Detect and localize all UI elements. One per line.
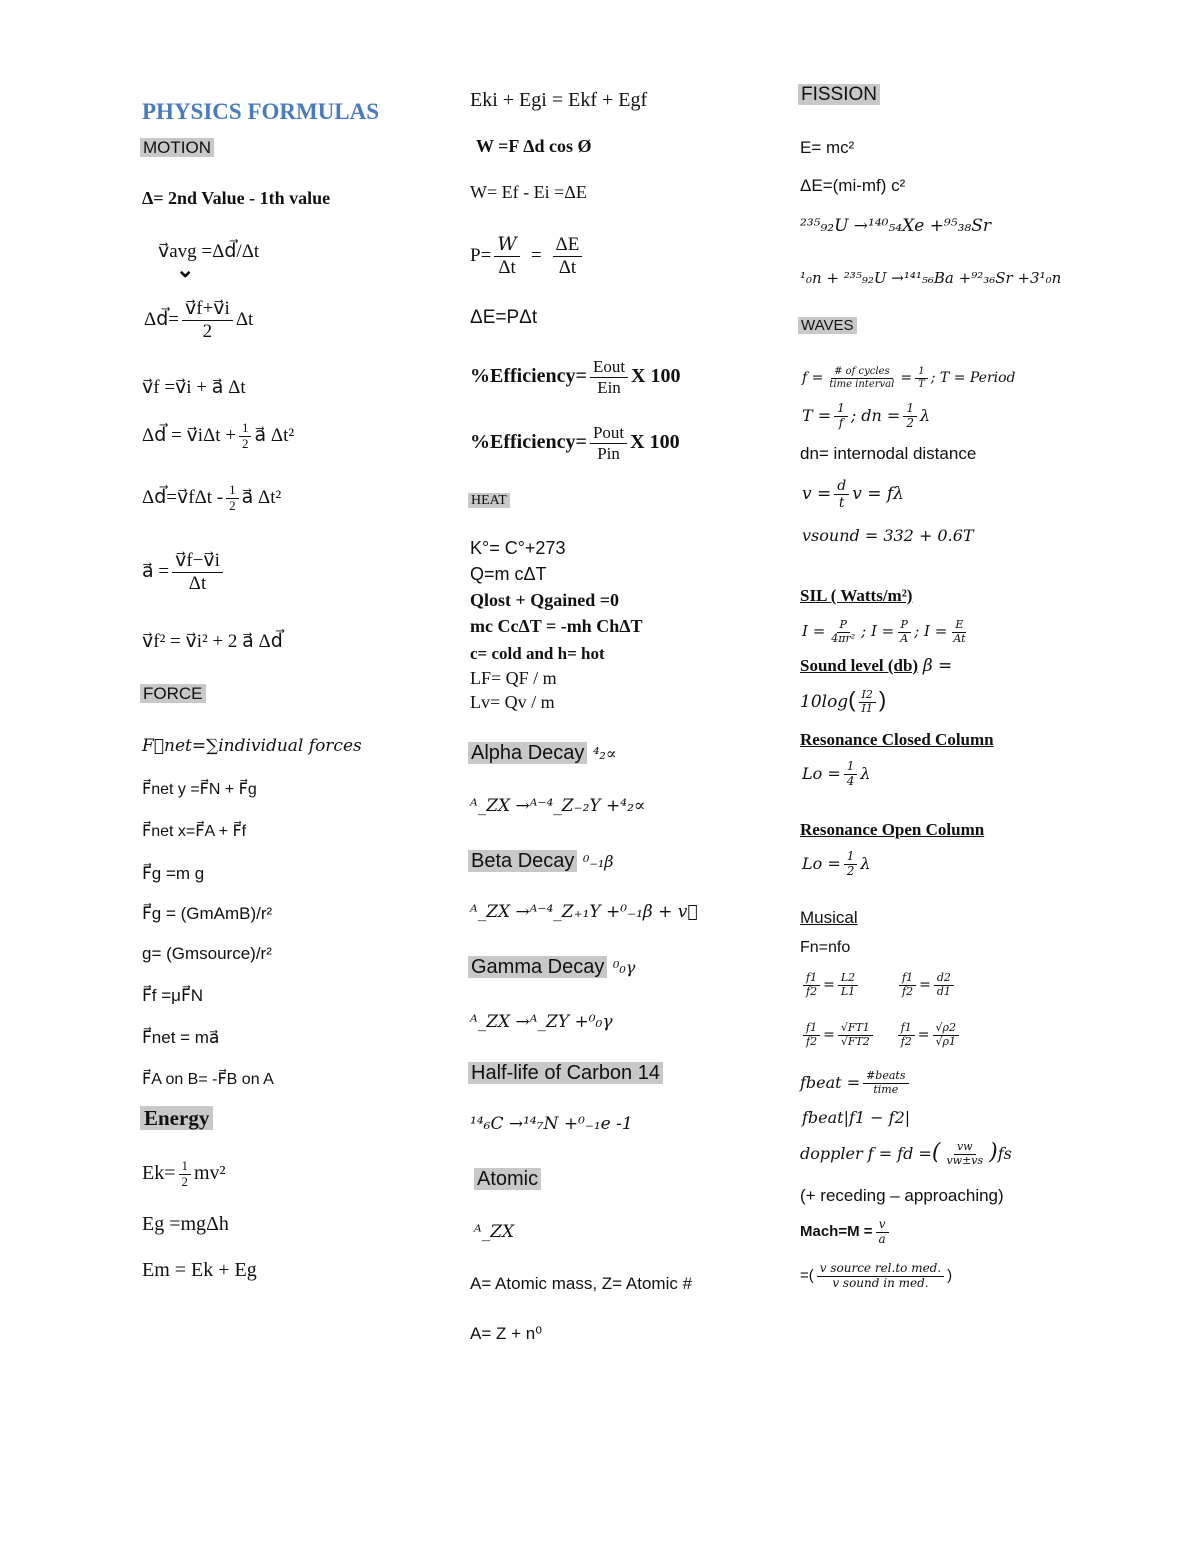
formula-latent-vaporization: Lv= Qv / m (470, 692, 555, 712)
formula-kelvin: K°= C°+273 (470, 538, 566, 558)
formula-frequency: f = $\frac{\text{\# of cycles}}{\text{time interval}}$ = $\frac{1}{T}$ ; T = Period (802, 366, 1016, 390)
force-header: FORCE (140, 684, 206, 703)
sound-level-header: Sound level (db) (800, 656, 919, 675)
formula-uranium-decay: ²³⁵₉₂U →¹⁴⁰₅₄Xe +⁹⁵₃₈Sr (800, 216, 991, 236)
atomic-notation: ᴬ_ZX (474, 1222, 515, 1242)
resonance-closed-header: Resonance Closed Column (800, 730, 994, 749)
formula-final-velocity: v⃗f =v⃗i + a⃗ Δt (142, 377, 246, 398)
atomic-definition: A= Atomic mass, Z= Atomic # (470, 1274, 693, 1293)
formula-gravity-force: F⃗g =m g (142, 864, 205, 883)
formula-mach-ratio: =( $\frac{\text{v source rel.to med.}}{\text{v sound in med.}}$ ) (800, 1260, 953, 1290)
formula-beat-difference: fbeat|f1 − f2| (802, 1108, 911, 1127)
motion-header: MOTION (140, 138, 214, 157)
formula-sound-level: 10log( $\frac{I2}{I1}$ ) (800, 687, 887, 716)
formula-alpha-decay: ᴬ_ZX →ᴬ⁻⁴_Z₋₂Y +⁴₂∝ (470, 796, 646, 816)
formula-intensity: I = $\frac{P}{\text{4πr²}}$ ; I = $\frac{P}{A}$ ; I = $\frac{E}{At}$ (802, 617, 966, 645)
formula-universal-gravitation: F⃗g = (GmAmB)/r² (142, 904, 273, 923)
formula-tension-density-ratio: $\frac{f1}{f2}$ = $\frac{√FT1}{√FT2}$ $\frac{f1}{f2}$ = $\frac{√\rho 2}{√\rho 1}$ (800, 1010, 962, 1060)
formula-sound-speed: vsound = 332 + 0.6T (802, 526, 974, 545)
page-title: PHYSICS FORMULAS (142, 99, 380, 124)
formula-displacement-vf: Δd⃗=v⃗fΔt - $\frac{1}{2}$ a⃗ Δt² (142, 482, 282, 514)
formula-harmonics: Fn=nfo (800, 939, 851, 956)
formula-doppler: doppler f = fd =( $\frac{vw}{vw\pm vs}$ )fs (800, 1140, 1012, 1167)
doppler-sign-note: (+ receding – approaching) (800, 1186, 1004, 1205)
heat-header: HEAT (468, 493, 510, 508)
formula-resonance-closed: Lo = $\frac{1}{4}$ λ (802, 759, 871, 788)
formula-latent-fusion: LF= QF / m (470, 668, 557, 688)
formula-acceleration: a⃗ = $\frac{v⃗f-v⃗i}{\Delta t}$ (142, 540, 226, 604)
gamma-decay-header: Gamma Decay (468, 956, 607, 978)
formula-net-force-x: F⃗net x=F⃗A + F⃗f (142, 823, 247, 840)
formula-net-force-y: F⃗net y =F⃗N + F⃗g (142, 781, 257, 798)
atomic-header: Atomic (474, 1168, 541, 1190)
formula-resonance-open: Lo = $\frac{1}{2}$ λ (802, 849, 871, 878)
sound-level-beta: β = (922, 656, 953, 676)
formula-wave-speed: v = $\frac{d}{t}$ v = fλ (802, 477, 904, 511)
formula-gamma-decay: ᴬ_ZX →ᴬ_ZY +⁰₀γ (470, 1012, 613, 1032)
formula-mach-number: Mach=M = $\frac{v}{a}$ (800, 1212, 892, 1252)
formula-heat-exchange: mc CcΔT = -mh ChΔT (470, 616, 643, 636)
beta-symbol: ⁰₋₁β (582, 852, 614, 871)
formula-power: P= $\frac{W}{\Delta t}$ = $\frac{\Delta E}{\Delta t}$ (470, 224, 585, 288)
formula-string-ratio: $\frac{f1}{f2}$ = $\frac{L2}{L1}$ $\frac{f1}{f2}$ = $\frac{d2}{d1}$ (800, 962, 957, 1008)
formula-carbon-14: ¹⁴₆C →¹⁴₇N +⁰₋₁e -1 (470, 1114, 633, 1134)
formula-work-energy: W= Ef - Ei =ΔE (470, 182, 587, 202)
formula-potential-energy: Eg =mgΔh (142, 1213, 229, 1235)
chevron-down-icon: ⌄ (176, 257, 195, 282)
formula-friction: F⃗f =μF⃗N (142, 986, 204, 1005)
formula-mass-defect: ΔE=(mi-mf) c² (800, 176, 906, 195)
formula-kinetic-energy: Ek= $\frac{1}{2}$ mv² (142, 1157, 226, 1189)
resonance-open-header: Resonance Open Column (800, 820, 985, 839)
formula-uranium-fission: ¹₀n + ²³⁵₉₂U →¹⁴¹₅₆Ba +⁹²₃₆Sr +3¹₀n (800, 269, 1062, 287)
beta-decay-header: Beta Decay (468, 850, 577, 872)
fission-header: FISSION (798, 84, 880, 105)
formula-mechanical-energy: Em = Ek + Eg (142, 1259, 257, 1281)
alpha-decay-header: Alpha Decay (468, 742, 587, 764)
formula-energy-conservation: Eki + Egi = Ekf + Egf (470, 89, 648, 111)
waves-header: WAVES (798, 317, 857, 334)
formula-newton-third-law: F⃗A on B= -F⃗B on A (142, 1071, 274, 1088)
gamma-symbol: ⁰₀γ (612, 958, 636, 977)
formula-efficiency-energy: %Efficiency= $\frac{\text{Eout}}{\text{Ein}}$ X 100 (470, 357, 681, 397)
formula-heat: Q=m cΔT (470, 564, 547, 584)
formula-net-force: F⃗net=∑individual forces (142, 736, 362, 756)
formula-efficiency-power: %Efficiency= $\frac{\text{Pout}}{\text{Pin}}$ X 100 (470, 423, 680, 463)
musical-header: Musical (800, 908, 858, 927)
formula-mass-number: A= Z + n⁰ (470, 1324, 543, 1343)
formula-work: W =F Δd cos Ø (476, 136, 592, 156)
half-life-header: Half-life of Carbon 14 (468, 1062, 663, 1084)
formula-heat-balance: Qlost + Qgained =0 (470, 590, 620, 610)
sil-header: SIL ( Watts/m²) (800, 586, 913, 605)
formula-delta-definition: Δ= 2nd Value - 1th value (142, 188, 331, 208)
formula-mass-energy: E= mc² (800, 138, 855, 157)
formula-displacement-vi: Δd⃗ = v⃗iΔt + $\frac{1}{2}$ a⃗ Δt² (142, 420, 295, 452)
formula-period: T = $\frac{1}{f}$ ; dn = $\frac{1}{2}$ λ (802, 401, 931, 430)
formula-displacement-average: Δd⃗= $\frac{v⃗f+v⃗i}{2}$ Δt (144, 298, 254, 343)
heat-legend: c= cold and h= hot (470, 644, 605, 663)
internodal-definition: dn= internodal distance (800, 444, 977, 463)
formula-beat-frequency: fbeat = $\frac{\text{\#beats}}{\text{time}}$ (800, 1062, 912, 1104)
formula-velocity-squared: v⃗f² = v⃗i² + 2 a⃗ Δd⃗ (142, 631, 283, 652)
formula-newton-second-law: F⃗net = ma⃗ (142, 1028, 220, 1047)
alpha-symbol: ⁴₂∝ (592, 744, 617, 763)
formula-gravitational-field: g= (Gmsource)/r² (142, 944, 272, 963)
formula-energy-power: ΔE=PΔt (470, 307, 538, 328)
formula-average-velocity: v⃗avg =Δd⃗/Δt (158, 241, 260, 262)
energy-header: Energy (140, 1106, 213, 1130)
formula-beta-decay: ᴬ_ZX →ᴬ⁻⁴_Z₊₁Y +⁰₋₁β + v⃗ (470, 902, 698, 922)
